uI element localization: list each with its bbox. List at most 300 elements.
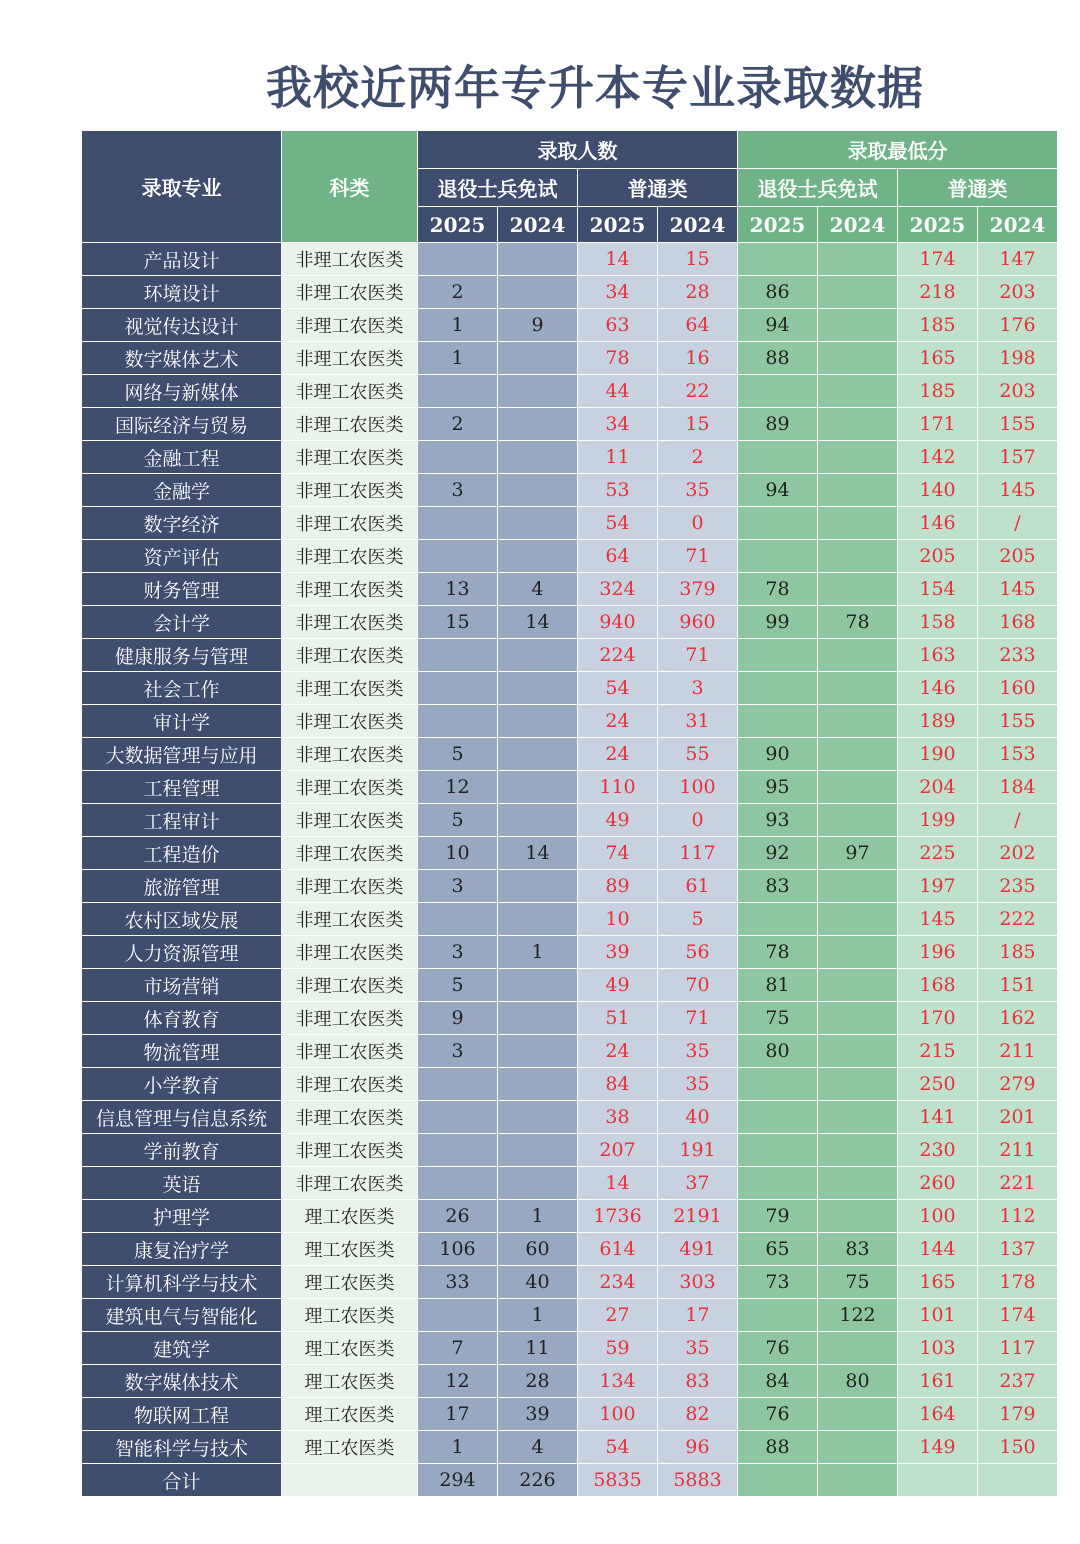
admitted-veteran-2024 bbox=[498, 342, 578, 375]
score-normal-2025: 260 bbox=[898, 1167, 978, 1200]
admitted-veteran-2025 bbox=[418, 1167, 498, 1200]
score-veteran-2024 bbox=[818, 1134, 898, 1167]
admitted-veteran-2024 bbox=[498, 276, 578, 309]
score-normal-2024: 147 bbox=[978, 243, 1058, 276]
score-normal-2025: 230 bbox=[898, 1134, 978, 1167]
score-normal-2025: 190 bbox=[898, 738, 978, 771]
score-normal-2024: / bbox=[978, 507, 1058, 540]
score-veteran-2025: 93 bbox=[738, 804, 818, 837]
score-normal-2025: 144 bbox=[898, 1233, 978, 1266]
header-admitted-normal: 普通类 bbox=[578, 169, 738, 207]
table-row bbox=[82, 771, 1058, 804]
admitted-normal-2024: 35 bbox=[658, 474, 738, 507]
major-cell: 信息管理与信息系统 bbox=[82, 1101, 282, 1134]
score-veteran-2024 bbox=[818, 738, 898, 771]
table-row bbox=[82, 1266, 1058, 1299]
score-veteran-2024 bbox=[818, 243, 898, 276]
category-cell: 非理工农医类 bbox=[282, 738, 418, 771]
score-veteran-2025 bbox=[738, 1464, 818, 1497]
admitted-veteran-2025 bbox=[418, 507, 498, 540]
header-year: 2024 bbox=[978, 207, 1058, 243]
score-normal-2024: 202 bbox=[978, 837, 1058, 870]
admitted-normal-2024: 71 bbox=[658, 1002, 738, 1035]
table-row bbox=[82, 672, 1058, 705]
score-veteran-2025: 99 bbox=[738, 606, 818, 639]
major-cell: 网络与新媒体 bbox=[82, 375, 282, 408]
table-row bbox=[82, 837, 1058, 870]
admitted-veteran-2025: 3 bbox=[418, 474, 498, 507]
score-normal-2025: 205 bbox=[898, 540, 978, 573]
score-veteran-2025: 88 bbox=[738, 342, 818, 375]
score-normal-2025: 103 bbox=[898, 1332, 978, 1365]
category-cell: 非理工农医类 bbox=[282, 342, 418, 375]
major-cell: 市场营销 bbox=[82, 969, 282, 1002]
table-row bbox=[82, 276, 1058, 309]
admitted-normal-2025: 11 bbox=[578, 441, 658, 474]
admitted-veteran-2025: 5 bbox=[418, 738, 498, 771]
major-cell: 人力资源管理 bbox=[82, 936, 282, 969]
admitted-veteran-2025 bbox=[418, 540, 498, 573]
admitted-normal-2025: 14 bbox=[578, 1167, 658, 1200]
admitted-normal-2024: 117 bbox=[658, 837, 738, 870]
score-veteran-2025: 89 bbox=[738, 408, 818, 441]
score-veteran-2024 bbox=[818, 1167, 898, 1200]
category-cell: 非理工农医类 bbox=[282, 639, 418, 672]
admitted-veteran-2025: 2 bbox=[418, 276, 498, 309]
score-normal-2024: 198 bbox=[978, 342, 1058, 375]
score-normal-2024: 155 bbox=[978, 408, 1058, 441]
score-veteran-2024 bbox=[818, 375, 898, 408]
admitted-normal-2024: 379 bbox=[658, 573, 738, 606]
score-veteran-2024 bbox=[818, 672, 898, 705]
major-cell: 工程审计 bbox=[82, 804, 282, 837]
admitted-normal-2024: 64 bbox=[658, 309, 738, 342]
admitted-veteran-2025: 1 bbox=[418, 1431, 498, 1464]
header-year: 2024 bbox=[658, 207, 738, 243]
score-normal-2025: 146 bbox=[898, 507, 978, 540]
major-cell: 社会工作 bbox=[82, 672, 282, 705]
table-row bbox=[82, 969, 1058, 1002]
admitted-veteran-2024: 14 bbox=[498, 837, 578, 870]
score-normal-2024: 153 bbox=[978, 738, 1058, 771]
admitted-veteran-2024 bbox=[498, 1068, 578, 1101]
category-cell: 非理工农医类 bbox=[282, 1101, 418, 1134]
admitted-veteran-2025: 106 bbox=[418, 1233, 498, 1266]
admitted-normal-2024: 35 bbox=[658, 1332, 738, 1365]
header-score-normal: 普通类 bbox=[898, 169, 1058, 207]
major-cell: 小学教育 bbox=[82, 1068, 282, 1101]
admitted-veteran-2025: 9 bbox=[418, 1002, 498, 1035]
admitted-veteran-2025: 3 bbox=[418, 936, 498, 969]
admitted-normal-2025: 53 bbox=[578, 474, 658, 507]
header-year: 2025 bbox=[578, 207, 658, 243]
score-normal-2024: 178 bbox=[978, 1266, 1058, 1299]
admitted-veteran-2025: 5 bbox=[418, 804, 498, 837]
score-veteran-2024 bbox=[818, 969, 898, 1002]
admitted-normal-2025: 44 bbox=[578, 375, 658, 408]
admitted-normal-2024: 5883 bbox=[658, 1464, 738, 1497]
score-veteran-2025: 94 bbox=[738, 309, 818, 342]
admitted-veteran-2024 bbox=[498, 1134, 578, 1167]
major-cell: 旅游管理 bbox=[82, 870, 282, 903]
score-veteran-2024 bbox=[818, 1464, 898, 1497]
score-normal-2024: 203 bbox=[978, 276, 1058, 309]
major-cell: 体育教育 bbox=[82, 1002, 282, 1035]
score-normal-2024: 150 bbox=[978, 1431, 1058, 1464]
category-cell: 非理工农医类 bbox=[282, 1002, 418, 1035]
major-cell: 审计学 bbox=[82, 705, 282, 738]
admitted-normal-2025: 24 bbox=[578, 705, 658, 738]
major-cell: 农村区域发展 bbox=[82, 903, 282, 936]
admitted-normal-2025: 27 bbox=[578, 1299, 658, 1332]
score-veteran-2025 bbox=[738, 540, 818, 573]
table-row bbox=[82, 936, 1058, 969]
category-cell: 非理工农医类 bbox=[282, 474, 418, 507]
major-cell: 计算机科学与技术 bbox=[82, 1266, 282, 1299]
header-admitted: 录取人数 bbox=[418, 131, 738, 169]
score-normal-2024: 235 bbox=[978, 870, 1058, 903]
table-row bbox=[82, 1002, 1058, 1035]
table-row bbox=[82, 342, 1058, 375]
admitted-veteran-2025: 294 bbox=[418, 1464, 498, 1497]
score-veteran-2025 bbox=[738, 441, 818, 474]
major-cell: 健康服务与管理 bbox=[82, 639, 282, 672]
admitted-normal-2025: 207 bbox=[578, 1134, 658, 1167]
admitted-normal-2025: 134 bbox=[578, 1365, 658, 1398]
table-row bbox=[82, 375, 1058, 408]
admitted-veteran-2025 bbox=[418, 375, 498, 408]
admitted-veteran-2024 bbox=[498, 507, 578, 540]
table-row bbox=[82, 1068, 1058, 1101]
header-score-veteran: 退役士兵免试 bbox=[738, 169, 898, 207]
score-normal-2025: 141 bbox=[898, 1101, 978, 1134]
admitted-normal-2025: 614 bbox=[578, 1233, 658, 1266]
admitted-veteran-2024 bbox=[498, 1101, 578, 1134]
admitted-veteran-2025: 12 bbox=[418, 1365, 498, 1398]
admitted-veteran-2024: 9 bbox=[498, 309, 578, 342]
table-row bbox=[82, 540, 1058, 573]
score-veteran-2024: 83 bbox=[818, 1233, 898, 1266]
admitted-normal-2024: 960 bbox=[658, 606, 738, 639]
major-cell: 会计学 bbox=[82, 606, 282, 639]
admitted-normal-2025: 10 bbox=[578, 903, 658, 936]
score-normal-2024: 145 bbox=[978, 573, 1058, 606]
admitted-veteran-2024 bbox=[498, 441, 578, 474]
admission-table bbox=[81, 130, 1058, 1497]
score-normal-2025: 225 bbox=[898, 837, 978, 870]
admitted-normal-2025: 110 bbox=[578, 771, 658, 804]
score-normal-2025: 154 bbox=[898, 573, 978, 606]
admitted-normal-2024: 35 bbox=[658, 1068, 738, 1101]
score-normal-2024: 168 bbox=[978, 606, 1058, 639]
admitted-veteran-2024 bbox=[498, 705, 578, 738]
admitted-veteran-2024: 11 bbox=[498, 1332, 578, 1365]
major-cell: 视觉传达设计 bbox=[82, 309, 282, 342]
score-normal-2025: 146 bbox=[898, 672, 978, 705]
score-normal-2024: 112 bbox=[978, 1200, 1058, 1233]
score-normal-2025: 185 bbox=[898, 309, 978, 342]
category-cell: 非理工农医类 bbox=[282, 903, 418, 936]
header-year: 2025 bbox=[738, 207, 818, 243]
admitted-normal-2025: 59 bbox=[578, 1332, 658, 1365]
score-normal-2024: 157 bbox=[978, 441, 1058, 474]
score-normal-2025: 140 bbox=[898, 474, 978, 507]
score-veteran-2024: 97 bbox=[818, 837, 898, 870]
admitted-normal-2024: 2 bbox=[658, 441, 738, 474]
table-row bbox=[82, 1299, 1058, 1332]
header-category: 科类 bbox=[282, 131, 418, 243]
score-normal-2025: 164 bbox=[898, 1398, 978, 1431]
category-cell: 非理工农医类 bbox=[282, 837, 418, 870]
category-cell: 非理工农医类 bbox=[282, 507, 418, 540]
score-normal-2025: 170 bbox=[898, 1002, 978, 1035]
score-normal-2024: / bbox=[978, 804, 1058, 837]
score-veteran-2024 bbox=[818, 705, 898, 738]
admitted-veteran-2025: 15 bbox=[418, 606, 498, 639]
admitted-normal-2024: 82 bbox=[658, 1398, 738, 1431]
score-veteran-2025 bbox=[738, 243, 818, 276]
score-normal-2024: 174 bbox=[978, 1299, 1058, 1332]
score-veteran-2025: 75 bbox=[738, 1002, 818, 1035]
admitted-normal-2025: 54 bbox=[578, 507, 658, 540]
admitted-normal-2024: 15 bbox=[658, 243, 738, 276]
admitted-veteran-2025: 12 bbox=[418, 771, 498, 804]
score-normal-2024 bbox=[978, 1464, 1058, 1497]
table-row bbox=[82, 1332, 1058, 1365]
admitted-normal-2024: 17 bbox=[658, 1299, 738, 1332]
admitted-normal-2025: 78 bbox=[578, 342, 658, 375]
score-veteran-2025 bbox=[738, 1101, 818, 1134]
admitted-veteran-2024 bbox=[498, 474, 578, 507]
admitted-normal-2025: 64 bbox=[578, 540, 658, 573]
header-major: 录取专业 bbox=[82, 131, 282, 243]
admitted-veteran-2025 bbox=[418, 243, 498, 276]
admitted-normal-2025: 34 bbox=[578, 276, 658, 309]
category-cell: 非理工农医类 bbox=[282, 243, 418, 276]
admitted-normal-2024: 31 bbox=[658, 705, 738, 738]
admitted-veteran-2025: 1 bbox=[418, 309, 498, 342]
category-cell: 理工农医类 bbox=[282, 1398, 418, 1431]
admitted-normal-2025: 89 bbox=[578, 870, 658, 903]
score-veteran-2024 bbox=[818, 1035, 898, 1068]
table-row bbox=[82, 705, 1058, 738]
admitted-veteran-2025: 13 bbox=[418, 573, 498, 606]
admitted-veteran-2024: 4 bbox=[498, 573, 578, 606]
admitted-normal-2025: 51 bbox=[578, 1002, 658, 1035]
score-normal-2024: 201 bbox=[978, 1101, 1058, 1134]
category-cell: 非理工农医类 bbox=[282, 1035, 418, 1068]
header-year: 2025 bbox=[418, 207, 498, 243]
score-normal-2024: 237 bbox=[978, 1365, 1058, 1398]
score-normal-2025: 163 bbox=[898, 639, 978, 672]
table-row bbox=[82, 606, 1058, 639]
admitted-veteran-2024: 40 bbox=[498, 1266, 578, 1299]
score-normal-2024: 151 bbox=[978, 969, 1058, 1002]
category-cell bbox=[282, 1464, 418, 1497]
score-veteran-2024 bbox=[818, 540, 898, 573]
admitted-normal-2024: 71 bbox=[658, 639, 738, 672]
admitted-normal-2025: 940 bbox=[578, 606, 658, 639]
score-normal-2025: 161 bbox=[898, 1365, 978, 1398]
category-cell: 非理工农医类 bbox=[282, 936, 418, 969]
score-veteran-2025 bbox=[738, 639, 818, 672]
score-normal-2025: 100 bbox=[898, 1200, 978, 1233]
major-cell: 数字经济 bbox=[82, 507, 282, 540]
admitted-normal-2024: 303 bbox=[658, 1266, 738, 1299]
table-row bbox=[82, 1431, 1058, 1464]
score-veteran-2025: 83 bbox=[738, 870, 818, 903]
major-cell: 大数据管理与应用 bbox=[82, 738, 282, 771]
score-veteran-2024: 75 bbox=[818, 1266, 898, 1299]
score-veteran-2025: 73 bbox=[738, 1266, 818, 1299]
admitted-normal-2024: 70 bbox=[658, 969, 738, 1002]
admitted-veteran-2024: 1 bbox=[498, 936, 578, 969]
admitted-normal-2025: 24 bbox=[578, 738, 658, 771]
score-veteran-2025: 84 bbox=[738, 1365, 818, 1398]
score-veteran-2025: 78 bbox=[738, 936, 818, 969]
score-veteran-2024 bbox=[818, 903, 898, 936]
admitted-veteran-2024 bbox=[498, 408, 578, 441]
category-cell: 非理工农医类 bbox=[282, 408, 418, 441]
major-cell: 英语 bbox=[82, 1167, 282, 1200]
admitted-normal-2024: 83 bbox=[658, 1365, 738, 1398]
table-body bbox=[82, 243, 1058, 1497]
score-veteran-2025 bbox=[738, 1068, 818, 1101]
table-row bbox=[82, 804, 1058, 837]
major-cell: 工程造价 bbox=[82, 837, 282, 870]
admitted-veteran-2025 bbox=[418, 903, 498, 936]
admitted-veteran-2024: 14 bbox=[498, 606, 578, 639]
score-veteran-2024 bbox=[818, 441, 898, 474]
category-cell: 理工农医类 bbox=[282, 1200, 418, 1233]
score-normal-2024: 176 bbox=[978, 309, 1058, 342]
admitted-veteran-2025: 33 bbox=[418, 1266, 498, 1299]
admitted-normal-2024: 22 bbox=[658, 375, 738, 408]
category-cell: 理工农医类 bbox=[282, 1431, 418, 1464]
admitted-veteran-2024: 4 bbox=[498, 1431, 578, 1464]
table-row bbox=[82, 1398, 1058, 1431]
admitted-veteran-2024 bbox=[498, 771, 578, 804]
header-admitted-veteran: 退役士兵免试 bbox=[418, 169, 578, 207]
score-veteran-2025: 80 bbox=[738, 1035, 818, 1068]
score-veteran-2025: 86 bbox=[738, 276, 818, 309]
admitted-normal-2025: 74 bbox=[578, 837, 658, 870]
category-cell: 理工农医类 bbox=[282, 1299, 418, 1332]
major-cell: 建筑电气与智能化 bbox=[82, 1299, 282, 1332]
admitted-normal-2024: 96 bbox=[658, 1431, 738, 1464]
admitted-normal-2025: 49 bbox=[578, 804, 658, 837]
admitted-veteran-2024 bbox=[498, 804, 578, 837]
admitted-veteran-2024 bbox=[498, 1035, 578, 1068]
category-cell: 理工农医类 bbox=[282, 1332, 418, 1365]
score-normal-2024: 155 bbox=[978, 705, 1058, 738]
category-cell: 理工农医类 bbox=[282, 1266, 418, 1299]
score-veteran-2024 bbox=[818, 1332, 898, 1365]
score-veteran-2025: 88 bbox=[738, 1431, 818, 1464]
admitted-veteran-2025: 5 bbox=[418, 969, 498, 1002]
admitted-normal-2024: 100 bbox=[658, 771, 738, 804]
score-normal-2024: 211 bbox=[978, 1134, 1058, 1167]
admitted-normal-2024: 40 bbox=[658, 1101, 738, 1134]
score-veteran-2025 bbox=[738, 705, 818, 738]
table-row bbox=[82, 738, 1058, 771]
admitted-normal-2025: 224 bbox=[578, 639, 658, 672]
header-year: 2024 bbox=[818, 207, 898, 243]
admitted-normal-2024: 5 bbox=[658, 903, 738, 936]
admitted-veteran-2024: 39 bbox=[498, 1398, 578, 1431]
admitted-veteran-2025: 3 bbox=[418, 870, 498, 903]
score-normal-2025: 185 bbox=[898, 375, 978, 408]
major-cell: 金融工程 bbox=[82, 441, 282, 474]
major-cell: 物联网工程 bbox=[82, 1398, 282, 1431]
score-veteran-2025 bbox=[738, 903, 818, 936]
table-row bbox=[82, 1035, 1058, 1068]
score-normal-2024: 211 bbox=[978, 1035, 1058, 1068]
score-normal-2024: 279 bbox=[978, 1068, 1058, 1101]
major-cell: 物流管理 bbox=[82, 1035, 282, 1068]
admitted-normal-2024: 71 bbox=[658, 540, 738, 573]
major-cell: 财务管理 bbox=[82, 573, 282, 606]
admitted-normal-2025: 84 bbox=[578, 1068, 658, 1101]
category-cell: 非理工农医类 bbox=[282, 672, 418, 705]
score-veteran-2024 bbox=[818, 1002, 898, 1035]
table-row bbox=[82, 1233, 1058, 1266]
score-veteran-2024 bbox=[818, 804, 898, 837]
table-row bbox=[82, 1200, 1058, 1233]
score-veteran-2025 bbox=[738, 1167, 818, 1200]
category-cell: 非理工农医类 bbox=[282, 540, 418, 573]
admitted-normal-2025: 63 bbox=[578, 309, 658, 342]
score-normal-2024: 222 bbox=[978, 903, 1058, 936]
score-veteran-2024: 78 bbox=[818, 606, 898, 639]
score-veteran-2025 bbox=[738, 507, 818, 540]
admitted-normal-2025: 24 bbox=[578, 1035, 658, 1068]
admitted-veteran-2025 bbox=[418, 705, 498, 738]
table-row bbox=[82, 441, 1058, 474]
score-veteran-2025 bbox=[738, 375, 818, 408]
header-min-score: 录取最低分 bbox=[738, 131, 1058, 169]
score-veteran-2024 bbox=[818, 1101, 898, 1134]
score-normal-2025 bbox=[898, 1464, 978, 1497]
major-cell: 合计 bbox=[82, 1464, 282, 1497]
category-cell: 非理工农医类 bbox=[282, 606, 418, 639]
admitted-veteran-2024: 60 bbox=[498, 1233, 578, 1266]
score-normal-2025: 199 bbox=[898, 804, 978, 837]
admitted-normal-2025: 100 bbox=[578, 1398, 658, 1431]
score-veteran-2025: 94 bbox=[738, 474, 818, 507]
table-row bbox=[82, 1464, 1058, 1497]
page-title: 我校近两年专升本专业录取数据 bbox=[266, 61, 924, 115]
admitted-normal-2025: 5835 bbox=[578, 1464, 658, 1497]
score-veteran-2024 bbox=[818, 1068, 898, 1101]
category-cell: 非理工农医类 bbox=[282, 1167, 418, 1200]
score-normal-2025: 149 bbox=[898, 1431, 978, 1464]
score-normal-2024: 179 bbox=[978, 1398, 1058, 1431]
admitted-normal-2025: 49 bbox=[578, 969, 658, 1002]
score-normal-2025: 215 bbox=[898, 1035, 978, 1068]
table-row bbox=[82, 870, 1058, 903]
admitted-veteran-2025 bbox=[418, 1101, 498, 1134]
score-normal-2024: 137 bbox=[978, 1233, 1058, 1266]
score-normal-2025: 250 bbox=[898, 1068, 978, 1101]
score-veteran-2025: 76 bbox=[738, 1398, 818, 1431]
admitted-normal-2024: 16 bbox=[658, 342, 738, 375]
category-cell: 非理工农医类 bbox=[282, 276, 418, 309]
admitted-normal-2025: 234 bbox=[578, 1266, 658, 1299]
score-normal-2024: 145 bbox=[978, 474, 1058, 507]
admitted-veteran-2024 bbox=[498, 375, 578, 408]
score-veteran-2025 bbox=[738, 1299, 818, 1332]
